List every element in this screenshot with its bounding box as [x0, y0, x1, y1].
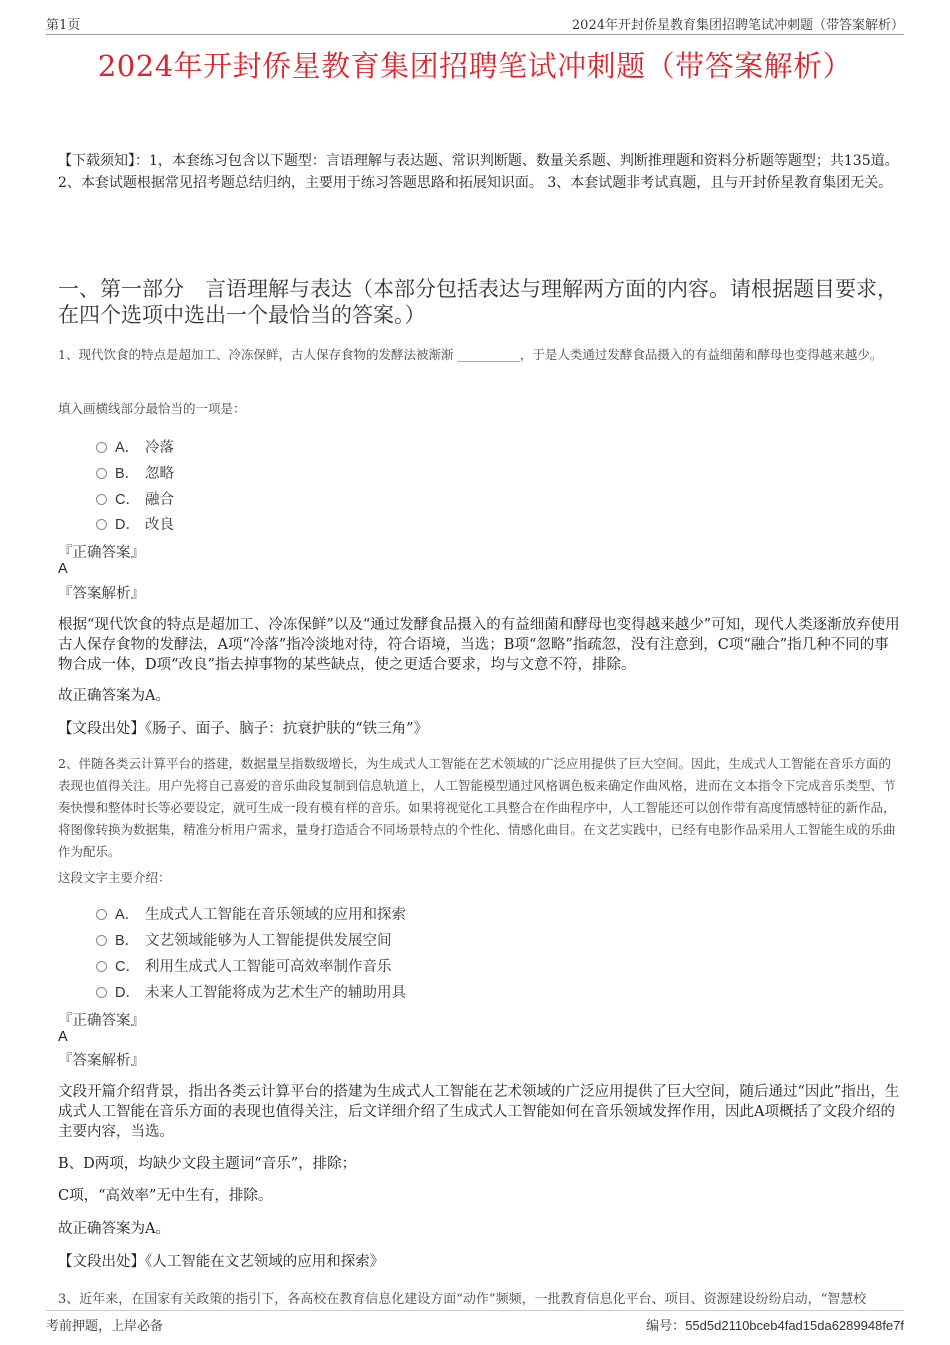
q1-option-c[interactable]: C． 融合 [96, 488, 174, 509]
footer-slogan: 考前押题，上岸必备 [46, 1319, 164, 1334]
q1-source: 【文段出处】《肠子、面子、脑子：抗衰护肤的“铁三角”》 [58, 721, 429, 737]
q2-analysis-label: 『答案解析』 [58, 1053, 145, 1069]
q1-prompt: 填入画横线部分最恰当的一项是： [58, 401, 246, 416]
page-header [46, 14, 904, 35]
q2-analysis: 文段开篇介绍背景，指出各类云计算平台的搭建为生成式人工智能在艺术领域的广泛应用提供了巨大空间，随后通过“因此”指出，生成式人工智能在音乐方面的表现也值得关注，后文详细介绍了生成式人工智能如何在音乐领域发挥作用，因此A项概括了文段介绍的主要内容，当选。 [58, 1084, 900, 1140]
q1-option-d[interactable]: D． 改良 [96, 513, 174, 534]
q2-note-bd: B、D两项，均缺少文段主题词“音乐”，排除； [58, 1156, 357, 1172]
section-heading: 一、第一部分 言语理解与表达（本部分包括表达与理解两方面的内容。请根据题目要求，在四个选项中选出一个最恰当的答案。） [58, 277, 898, 327]
q2-option-b[interactable]: B． 文艺领域能够为人工智能提供发展空间 [96, 929, 392, 950]
q1-analysis-label: 『答案解析』 [58, 586, 145, 602]
q1-answer: A [58, 561, 68, 577]
q3-stem-partial: 3、近年来，在国家有关政策的指引下，各高校在教育信息化建设方面“动作”频频，一批教育信息化平台、项目、资源建设纷纷启动，“智慧校 [58, 1292, 867, 1307]
q1-option-a[interactable]: A． 冷落 [96, 436, 174, 457]
q2-prompt: 这段文字主要介绍： [58, 870, 171, 885]
radio-icon[interactable] [96, 935, 107, 946]
radio-icon[interactable] [96, 519, 107, 530]
radio-icon[interactable] [96, 442, 107, 453]
q2-correct-label: 『正确答案』 [58, 1013, 145, 1029]
page-number: 第1页 [46, 18, 81, 33]
q1-stem: 1、现代饮食的特点是超加工、冷冻保鲜，古人保存食物的发酵法被渐渐 __________，于是人类通过发酵食品摄入的有益细菌和酵母也变得越来越少。 [58, 347, 883, 362]
q1-option-b[interactable]: B． 忽略 [96, 462, 174, 483]
footer-divider [46, 1310, 904, 1311]
q2-answer: A [58, 1029, 68, 1045]
q2-option-d[interactable]: D． 未来人工智能将成为艺术生产的辅助用具 [96, 981, 406, 1002]
q1-conclusion: 故正确答案为A。 [58, 688, 170, 704]
radio-icon[interactable] [96, 987, 107, 998]
footer-code: 编号：55d5d2110bceb4fad15da6289948fe7f [646, 1318, 904, 1334]
q2-stem: 2、伴随各类云计算平台的搭建，数据量呈指数级增长，为生成式人工智能在艺术领域的广泛应用提供了巨大空间。因此，生成式人工智能在音乐方面的表现也值得关注。用户先将自己喜爱的音乐曲段复制到信息轨道上，人工智能模型通过风格调色板来确定作曲风格，进而在文本指令下完成音乐类型、节奏快慢和整体时长等必要设定，就可生成一段有模有样的音乐。如果将视觉化工具整合在作曲程序中，人工智能还可以创作带有高度情感特征的新作品，将图像转换为数据集，精准分析用户需求，量身打造适合不同场景特点的个性化、情感化曲目。在文艺实践中，已经有电影作品采用人工智能生成的乐曲作为配乐。 [58, 756, 896, 859]
q2-option-a[interactable]: A． 生成式人工智能在音乐领域的应用和探索 [96, 903, 406, 924]
radio-icon[interactable] [96, 468, 107, 479]
radio-icon[interactable] [96, 961, 107, 972]
header-doc-title: 2024年开封侨星教育集团招聘笔试冲刺题（带答案解析） [571, 18, 904, 33]
q2-option-c[interactable]: C． 利用生成式人工智能可高效率制作音乐 [96, 955, 392, 976]
q1-analysis: 根据“现代饮食的特点是超加工、冷冻保鲜”以及“通过发酵食品摄入的有益细菌和酵母也变得越来越少”可知，现代人类逐渐放弃使用古人保存食物的发酵法，A项“冷落”指冷淡地对待，符合语境，当选；B项“忽略”指疏忽，没有注意到，C项“融合”指几种不同的事物合成一体，D项“改良”指去掉事物的某些缺点，使之更适合要求，均与文意不符，排除。 [58, 617, 900, 673]
q1-correct-label: 『正确答案』 [58, 545, 145, 561]
q2-note-c: C项，“高效率”无中生有，排除。 [58, 1188, 273, 1204]
radio-icon[interactable] [96, 909, 107, 920]
q2-source: 【文段出处】《人工智能在文艺领域的应用和探索》 [58, 1254, 385, 1270]
download-notice: 【下载须知】：1，本套练习包含以下题型：言语理解与表达题、常识判断题、数量关系题、判断推理题和资料分析题等题型；共135道。2、本套试题根据常见招考题总结归纳，主要用于练习答题思路和拓展知识面。 3、本套试题非考试真题，且与开封侨星教育集团无关。 [58, 153, 899, 191]
radio-icon[interactable] [96, 494, 107, 505]
document-title: 2024年开封侨星教育集团招聘笔试冲刺题（带答案解析） [97, 49, 853, 83]
q2-conclusion: 故正确答案为A。 [58, 1221, 170, 1237]
